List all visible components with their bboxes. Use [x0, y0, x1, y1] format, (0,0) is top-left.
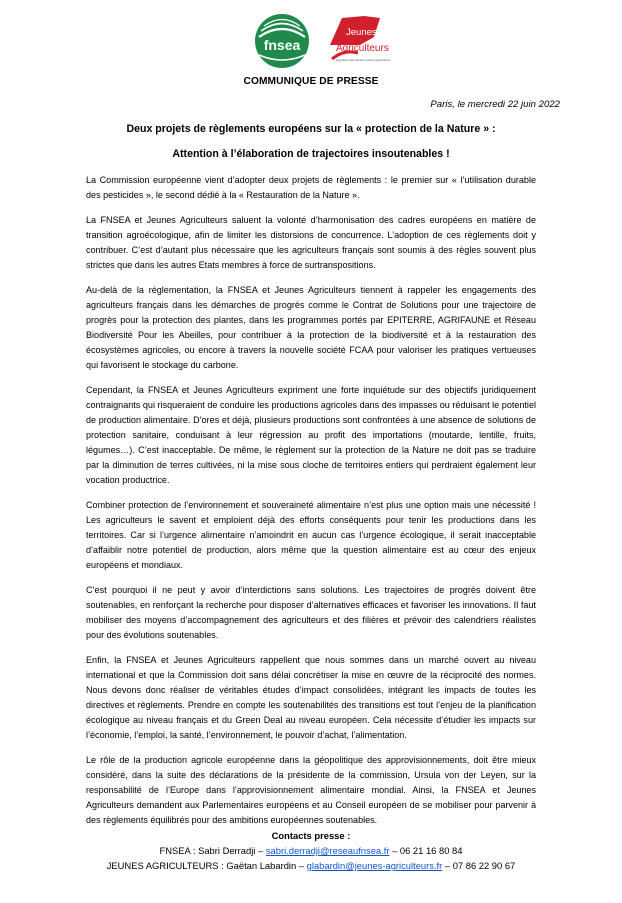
svg-text:Agriculteurs: Agriculteurs	[336, 43, 389, 54]
contact-ja	[0, 858, 622, 873]
body-paragraph: La FNSEA et Jeunes Agriculteurs saluent la volonté d’harmonisation des cadres européens en matière de transition agroécologique, afin de limiter les distorsions de concurrence. L’adoption de ces règlements doit y contribuer. C’est d’autant plus nécessaire que les agriculteurs français sont soumis à des règles souvent plus strictes que dans les autres Etats membres à force de surtranspositions.	[86, 214, 536, 270]
contact-fnsea	[0, 843, 622, 858]
body-paragraph: Au-delà de la réglementation, la FNSEA et Jeunes Agriculteurs tiennent à rappeler les engagements des agriculteurs français dans les démarches de progrès comme le Contrat de Solutions pour une trajectoire de progrès pour la protection des plantes, dans les programmes portés par EPITERRE, AGRIFAUNE et Réseau Biodiversité Pour les Abeilles, pour contribuer à la protection de la biodiversité et à la restauration des écosystèmes agricoles, ou encore à travers la nouvelle société FCAA pour valoriser les pratiques vertueuses qui favorisent le stockage du carbone.	[86, 284, 536, 371]
press-release-title: COMMUNIQUE DE PRESSE	[243, 76, 379, 87]
svg-text:Jeunes: Jeunes	[346, 27, 377, 38]
headline-line-1: Deux projets de règlements européens sur la « protection de la Nature » :	[126, 123, 496, 135]
contact-ja-name: JEUNES AGRICULTEURS : Gaëtan Labardin –	[106, 860, 307, 871]
fnsea-logo	[254, 13, 310, 69]
contact-fnsea-name: FNSEA : Sabri Derradji –	[159, 845, 266, 856]
headline-line-2: Attention à l’élaboration de trajectoires insoutenables !	[172, 148, 450, 160]
body-paragraph: Le rôle de la production agricole européenne dans la géopolitique des approvisionnements, doit être mieux considéré, dans la suite des déclarations de la présidente de la commission, Ursula von der Leyen, sur la responsabilité de l’Europe dans l’approvisionnement alimentaire mondial. Ainsi, la FNSEA et Jeunes Agriculteurs demandent aux Parlementaires européens et au Conseil européen de se mobiliser pour parvenir à des règlements équilibrés pour des ambitions européennes soutenables.	[86, 754, 536, 826]
body-paragraph: Enfin, la FNSEA et Jeunes Agriculteurs rappellent que nous sommes dans un marché ouvert au niveau international et que la Commission doit sans délai concrétiser la mise en œuvre de la réciprocité des normes. Nous devons donc réaliser de véritables études d’impact consolidées, intégrant les impacts de toutes les directives et règlements. Prendre en compte les soutenabilités des transitions est tout l’enjeu de la planification écologique au niveau français et du Green Deal au niveau européen. Cela nécessite d’étudier les impacts sur l’économie, l’emploi, la santé, l’environnement, le pouvoir d’achat, l’alimentation.	[86, 654, 536, 741]
press-contacts	[0, 828, 622, 873]
body-paragraph: Cependant, la FNSEA et Jeunes Agriculteurs expriment une forte inquiétude sur des objectifs juridiquement contraignants qui risqueraient de conduire les productions agricoles dans des impasses ou réduisant le potentiel de production alimentaire. D’ores et déjà, plusieurs productions sont confrontées à une absence de solutions de protection sanitaire, conduisant à leur régression au profit des importations (moutarde, lentille, fruits, légumes…). C’est inacceptable. De même, le règlement sur la protection de la Nature ne doit pas se traduire par la diminution de terres cultivées, ni la mise sous cloche de territoires entiers qui perdraient également leur vocation productrice.	[86, 384, 536, 486]
contact-fnsea-phone: – 06 21 16 80 84	[389, 845, 463, 856]
body-paragraph: C’est pourquoi il ne peut y avoir d’interdictions sans solutions. Les trajectoires de progrès doivent être soutenables, en renforçant la recherche pour disposer d’alternatives efficaces et favoriser les innovations. Il faut mobiliser des moyens d’accompagnement des agriculteurs et des filières et prévoir des calendriers réalistes pour des évolutions soutenables.	[86, 584, 536, 641]
body-paragraph: La Commission européenne vient d’adopter deux projets de règlements : le premier sur « l’utilisation durable des pesticides », le second dédié à la « Restauration de la Nature ».	[86, 175, 536, 201]
jeunes-agriculteurs-logo	[324, 15, 396, 69]
svg-text:fnsea: fnsea	[263, 37, 301, 53]
release-date: Paris, le mercredi 22 juin 2022	[430, 99, 560, 110]
contact-fnsea-email-link[interactable]: sabri.derradji@reseaufnsea.fr	[265, 845, 390, 856]
contact-ja-email-link[interactable]: glabardin@jeunes-agriculteurs.fr	[306, 860, 443, 871]
body-paragraph: Combiner protection de l’environnement et souveraineté alimentaire n’est plus une option mais une nécessité ! Les agriculteurs le savent et emploient déjà des efforts conséquents pour tenir les productions dans les territoires. Car si l’urgence alimentaire n’amoindrit en aucun cas l’urgence écologique, il serait inacceptable d’affaiblir notre potentiel de production, alors même que la question alimentaire est au cœur des enjeux européens et mondiaux.	[86, 499, 536, 571]
contacts-title: Contacts presse :	[271, 830, 351, 841]
contact-ja-phone: – 07 86 22 90 67	[442, 860, 516, 871]
press-release-body	[86, 173, 536, 838]
svg-text:Syndicat national des jeunes a: Syndicat national des jeunes agriculteurs	[336, 58, 391, 62]
logo-bar	[0, 13, 622, 71]
